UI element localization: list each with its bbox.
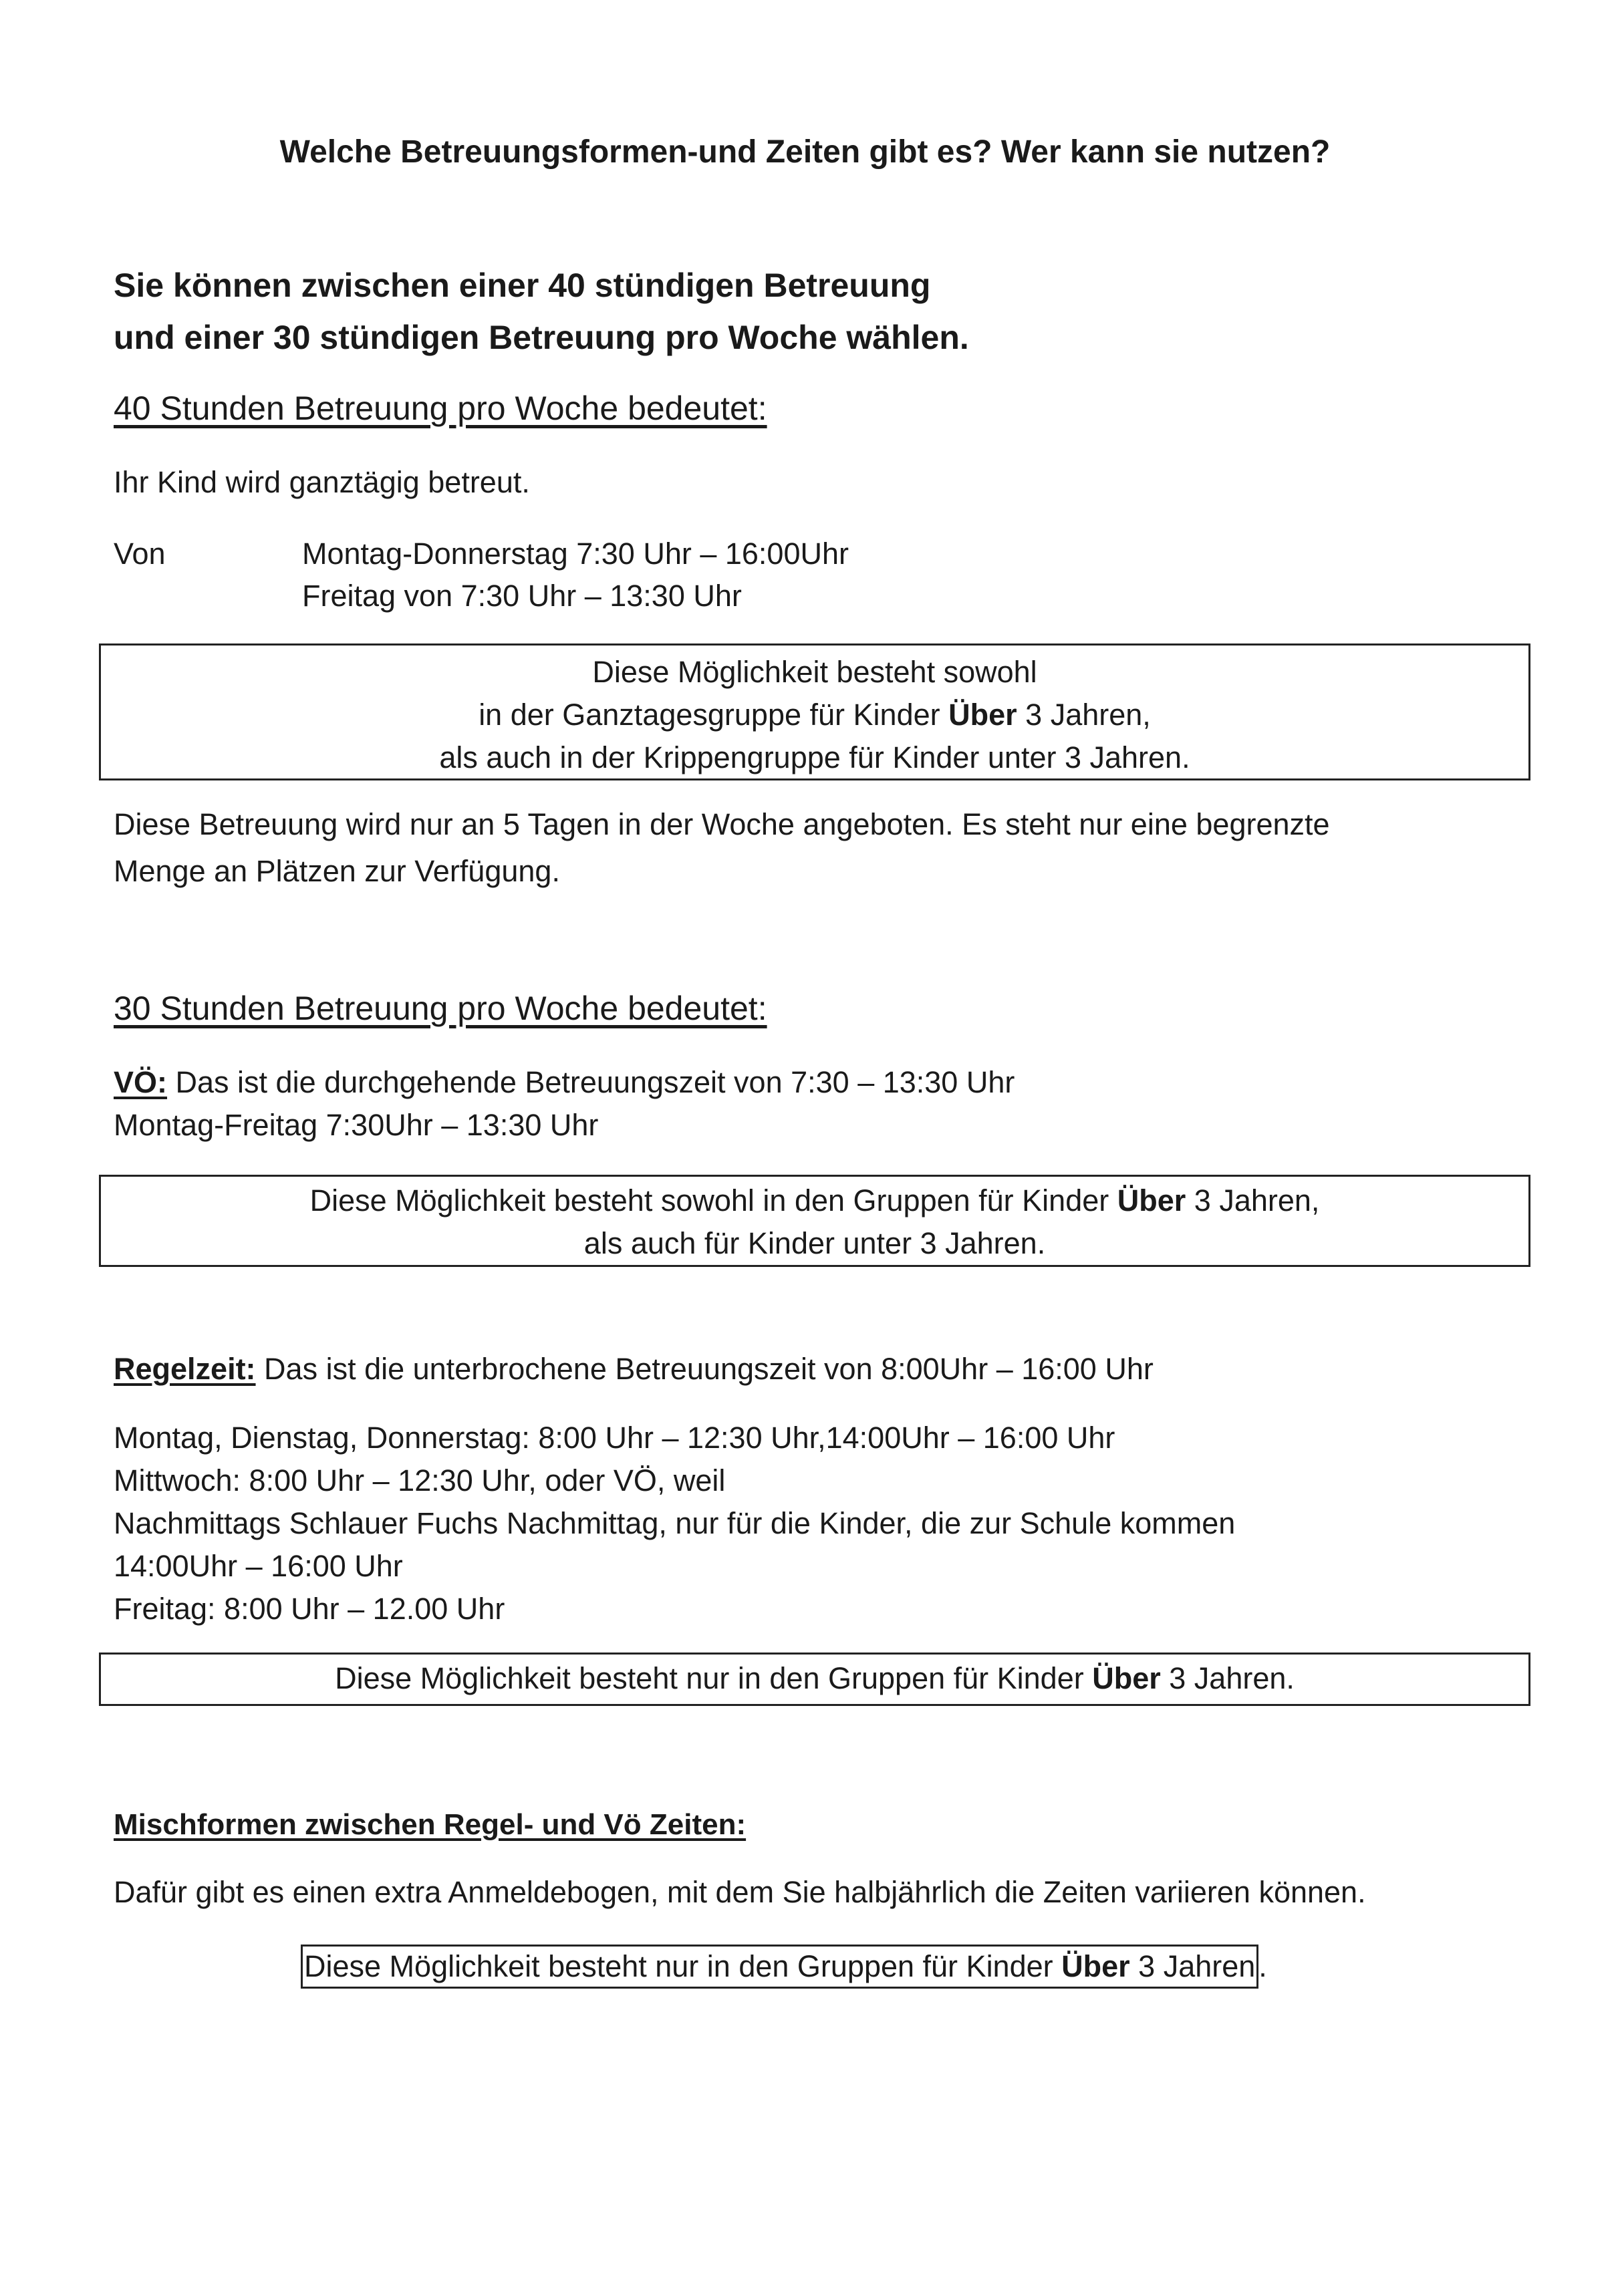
section-40-heading: 40 Stunden Betreuung pro Woche bedeutet: <box>114 390 767 427</box>
info-box-40-line-1: Diese Möglichkeit besteht sowohl <box>592 655 1037 689</box>
regelzeit-line: Regelzeit: Das ist die unterbrochene Betreuungszeit von 8:00Uhr – 16:00 Uhr <box>114 1352 1154 1386</box>
section-30-heading: 30 Stunden Betreuung pro Woche bedeutet: <box>114 990 767 1027</box>
mischformen-heading: Mischformen zwischen Regel- und Vö Zeiten: <box>114 1808 747 1841</box>
von-label: Von <box>114 537 166 571</box>
info-box-30-line-1: Diese Möglichkeit besteht sowohl in den Gruppen für Kinder Über 3 Jahren, <box>309 1183 1320 1217</box>
page-title: Welche Betreuungsformen-und Zeiten gibt es? Wer kann sie nutzen? <box>279 134 1331 170</box>
mischformen-text: Dafür gibt es einen extra Anmeldebogen, mit dem Sie halbjährlich die Zeiten variieren können. <box>114 1875 1366 1909</box>
section-40-text: Ihr Kind wird ganztägig betreut. <box>114 465 530 499</box>
regelzeit-time-3: Nachmittags Schlauer Fuchs Nachmittag, nur für die Kinder, die zur Schule kommen <box>114 1506 1236 1540</box>
regelzeit-time-2: Mittwoch: 8:00 Uhr – 12:30 Uhr, oder VÖ, weil <box>114 1463 726 1497</box>
mischformen-box-line: Diese Möglichkeit besteht nur in den Gruppen für Kinder Über 3 Jahren . <box>301 1945 1267 1989</box>
info-box-regelzeit-line: Diese Möglichkeit besteht nur in den Gruppen für Kinder Über 3 Jahren. <box>335 1661 1295 1695</box>
info-box-40-line-3: als auch in der Krippengruppe für Kinder unter 3 Jahren. <box>439 740 1190 774</box>
info-box-40-line-2: in der Ganztagesgruppe für Kinder Über 3 Jahren, <box>479 698 1151 732</box>
section-40-note-1: Diese Betreuung wird nur an 5 Tagen in der Woche angeboten. Es steht nur eine begrenzte <box>114 807 1330 841</box>
info-box-mischformen: Diese Möglichkeit besteht nur in den Gruppen für Kinder Über 3 Jahren <box>301 1945 1258 1989</box>
intro-line-1: Sie können zwischen einer 40 stündigen Betreuung <box>114 267 931 304</box>
info-box-40 <box>99 643 1530 780</box>
vo-line-2: Montag-Freitag 7:30Uhr – 13:30 Uhr <box>114 1108 599 1142</box>
regelzeit-time-4: 14:00Uhr – 16:00 Uhr <box>114 1549 403 1583</box>
info-box-regelzeit <box>99 1653 1530 1706</box>
section-40-note-2: Menge an Plätzen zur Verfügung. <box>114 854 560 888</box>
vo-line-1: VÖ: Das ist die durchgehende Betreuungszeit von 7:30 – 13:30 Uhr <box>114 1065 1015 1099</box>
info-box-30-line-2: als auch für Kinder unter 3 Jahren. <box>583 1226 1046 1260</box>
regelzeit-time-1: Montag, Dienstag, Donnerstag: 8:00 Uhr – 12:30 Uhr,14:00Uhr – 16:00 Uhr <box>114 1421 1115 1455</box>
time-line-2: Freitag von 7:30 Uhr – 13:30 Uhr <box>302 579 742 613</box>
time-line-1: Montag-Donnerstag 7:30 Uhr – 16:00Uhr <box>302 537 849 571</box>
regelzeit-time-5: Freitag: 8:00 Uhr – 12.00 Uhr <box>114 1592 505 1626</box>
info-box-30 <box>99 1175 1530 1267</box>
intro-line-2: und einer 30 stündigen Betreuung pro Woche wählen. <box>114 319 969 356</box>
